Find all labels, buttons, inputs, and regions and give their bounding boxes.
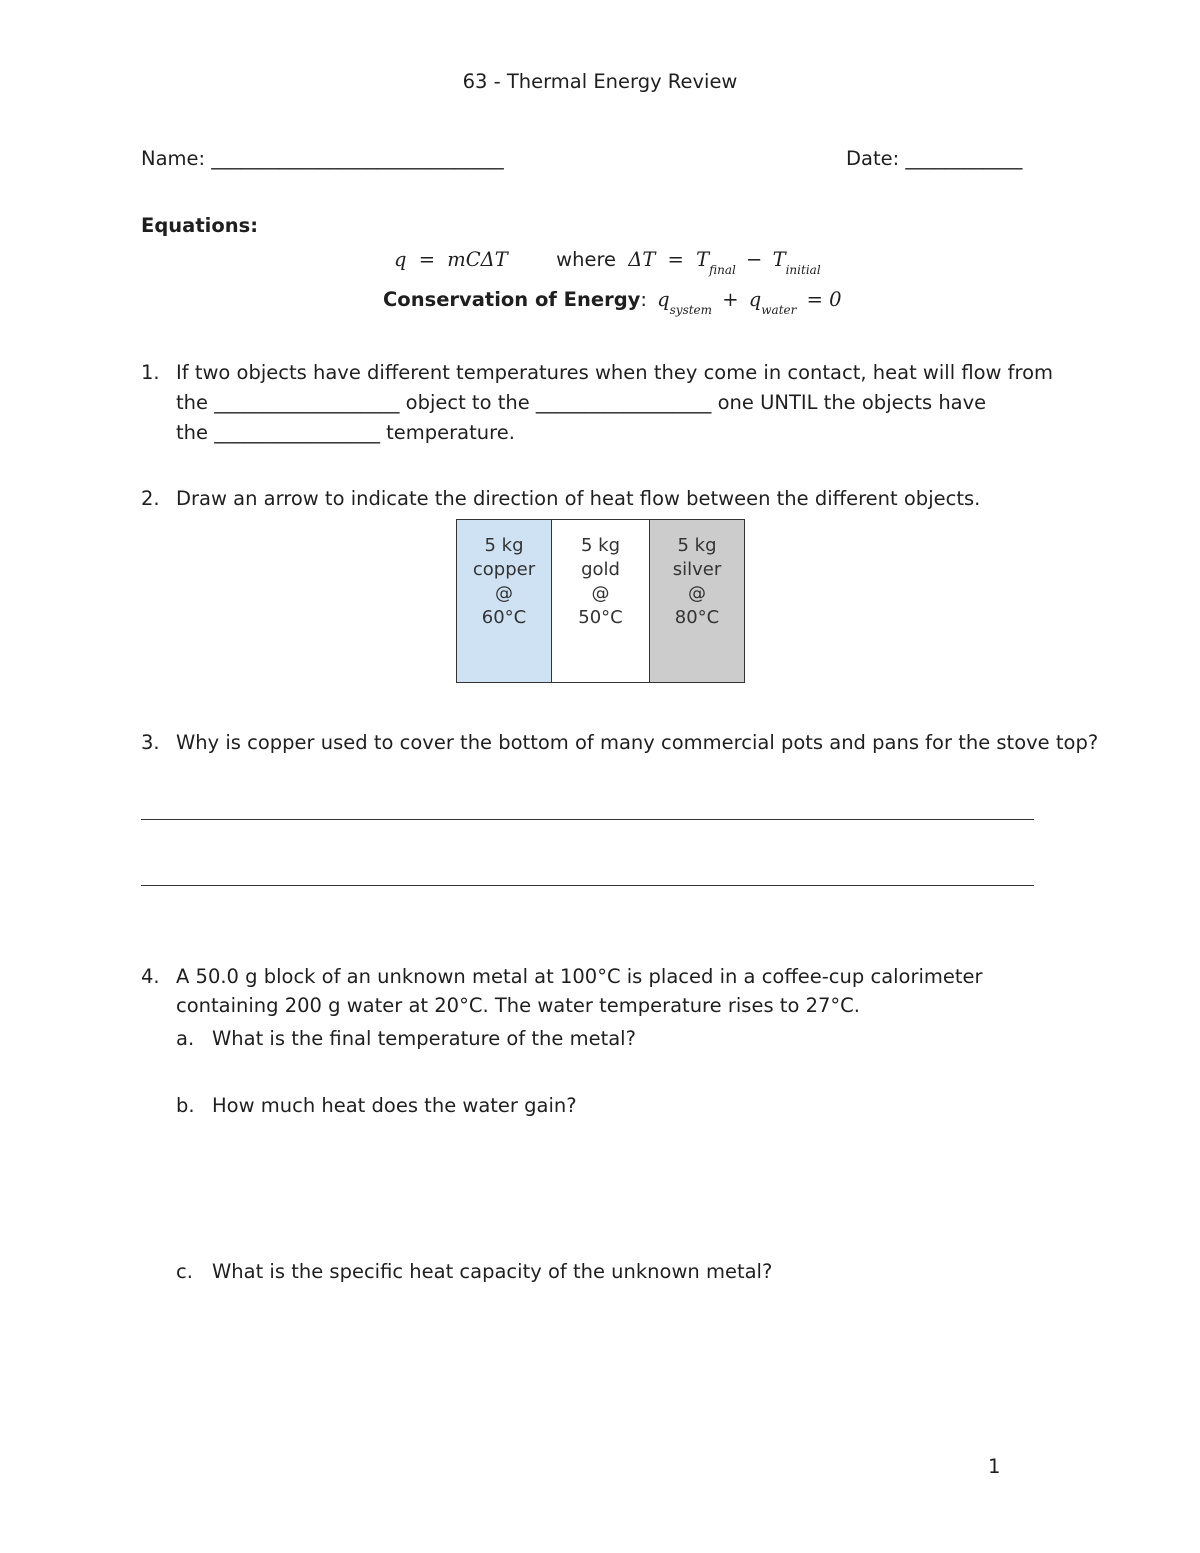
page-title: 63 - Thermal Energy Review <box>462 70 738 93</box>
eq-plus: + <box>722 288 739 311</box>
metal-cell-copper <box>457 520 552 683</box>
cell-metal: silver <box>672 559 722 580</box>
question-1-line-1: If two objects have different temperatures when they come in contact, heat will flow from <box>176 361 1054 384</box>
eq-equals: = <box>418 248 436 271</box>
question-4a-text: What is the final temperature of the metal? <box>212 1027 636 1050</box>
question-4c-text: What is the specific heat capacity of the unknown metal? <box>212 1260 773 1283</box>
question-3-text: Why is copper used to cover the bottom of many commercial pots and pans for the stove top? <box>176 731 1099 754</box>
cell-at: @ <box>688 583 706 604</box>
conservation-colon: : <box>640 288 647 311</box>
eq-t-initial: T <box>772 248 786 271</box>
question-2-text: Draw an arrow to indicate the direction of heat flow between the different objects. <box>176 487 981 510</box>
question-4a-label: a. <box>176 1027 195 1050</box>
question-4b-text: How much heat does the water gain? <box>212 1094 577 1117</box>
eq-t-final-sub: final <box>709 263 736 277</box>
eq-equals-2: = <box>667 248 684 271</box>
question-4b-label: b. <box>176 1094 195 1117</box>
eq-q-water: q <box>748 288 762 311</box>
cell-at: @ <box>591 583 610 604</box>
answer-line-2[interactable] <box>141 885 1034 886</box>
question-4-line-1: A 50.0 g block of an unknown metal at 100°C is placed in a coffee-cup calorimeter <box>176 965 983 988</box>
date-field[interactable]: Date: ____________ <box>846 147 1023 170</box>
heat-equation <box>394 245 821 277</box>
cell-at: @ <box>495 583 513 604</box>
cell-mass: 5 kg <box>484 535 524 556</box>
cell-mass: 5 kg <box>580 535 621 556</box>
cell-mass: 5 kg <box>677 535 717 556</box>
eq-q-water-sub: water <box>761 303 797 317</box>
question-3-number: 3. <box>141 731 160 754</box>
cell-metal: copper <box>472 559 536 580</box>
eq-zero: = 0 <box>806 288 842 311</box>
question-1 <box>141 358 167 388</box>
metal-cell-gold <box>552 520 650 683</box>
eq-t-initial-sub: initial <box>785 263 821 277</box>
question-4c-label: c. <box>176 1260 193 1283</box>
cell-temp: 50°C <box>578 607 623 628</box>
question-1-line-2[interactable]: the ___________________ object to the __________________ one UNTIL the objects have <box>176 391 987 414</box>
question-4-number: 4. <box>141 965 160 988</box>
eq-minus: − <box>746 248 763 271</box>
question-1-number: 1. <box>141 361 160 384</box>
eq-rhs: mCΔT <box>447 248 508 271</box>
answer-line-1[interactable] <box>141 819 1034 820</box>
conservation-equation <box>383 285 842 317</box>
eq-where: where <box>556 248 617 271</box>
question-4-line-2: containing 200 g water at 20°C. The water temperature rises to 27°C. <box>176 994 860 1017</box>
cell-metal: gold <box>581 559 620 580</box>
name-field[interactable]: Name: ______________________________ <box>141 147 504 170</box>
eq-delta-t: ΔT <box>628 248 656 271</box>
page-number: 1 <box>988 1455 1001 1478</box>
equations-heading: Equations: <box>141 214 259 237</box>
eq-q-system-sub: system <box>669 303 713 317</box>
question-1-line-3[interactable]: the _________________ temperature. <box>176 421 515 444</box>
eq-t-final: T <box>696 248 710 271</box>
eq-q-system: q <box>657 288 670 311</box>
metals-table <box>456 519 745 683</box>
metal-cell-silver <box>650 520 745 683</box>
cell-temp: 80°C <box>674 607 720 628</box>
cell-temp: 60°C <box>481 607 527 628</box>
conservation-label: Conservation of Energy <box>383 288 641 311</box>
question-2-number: 2. <box>141 487 160 510</box>
eq-q: q <box>394 248 407 271</box>
